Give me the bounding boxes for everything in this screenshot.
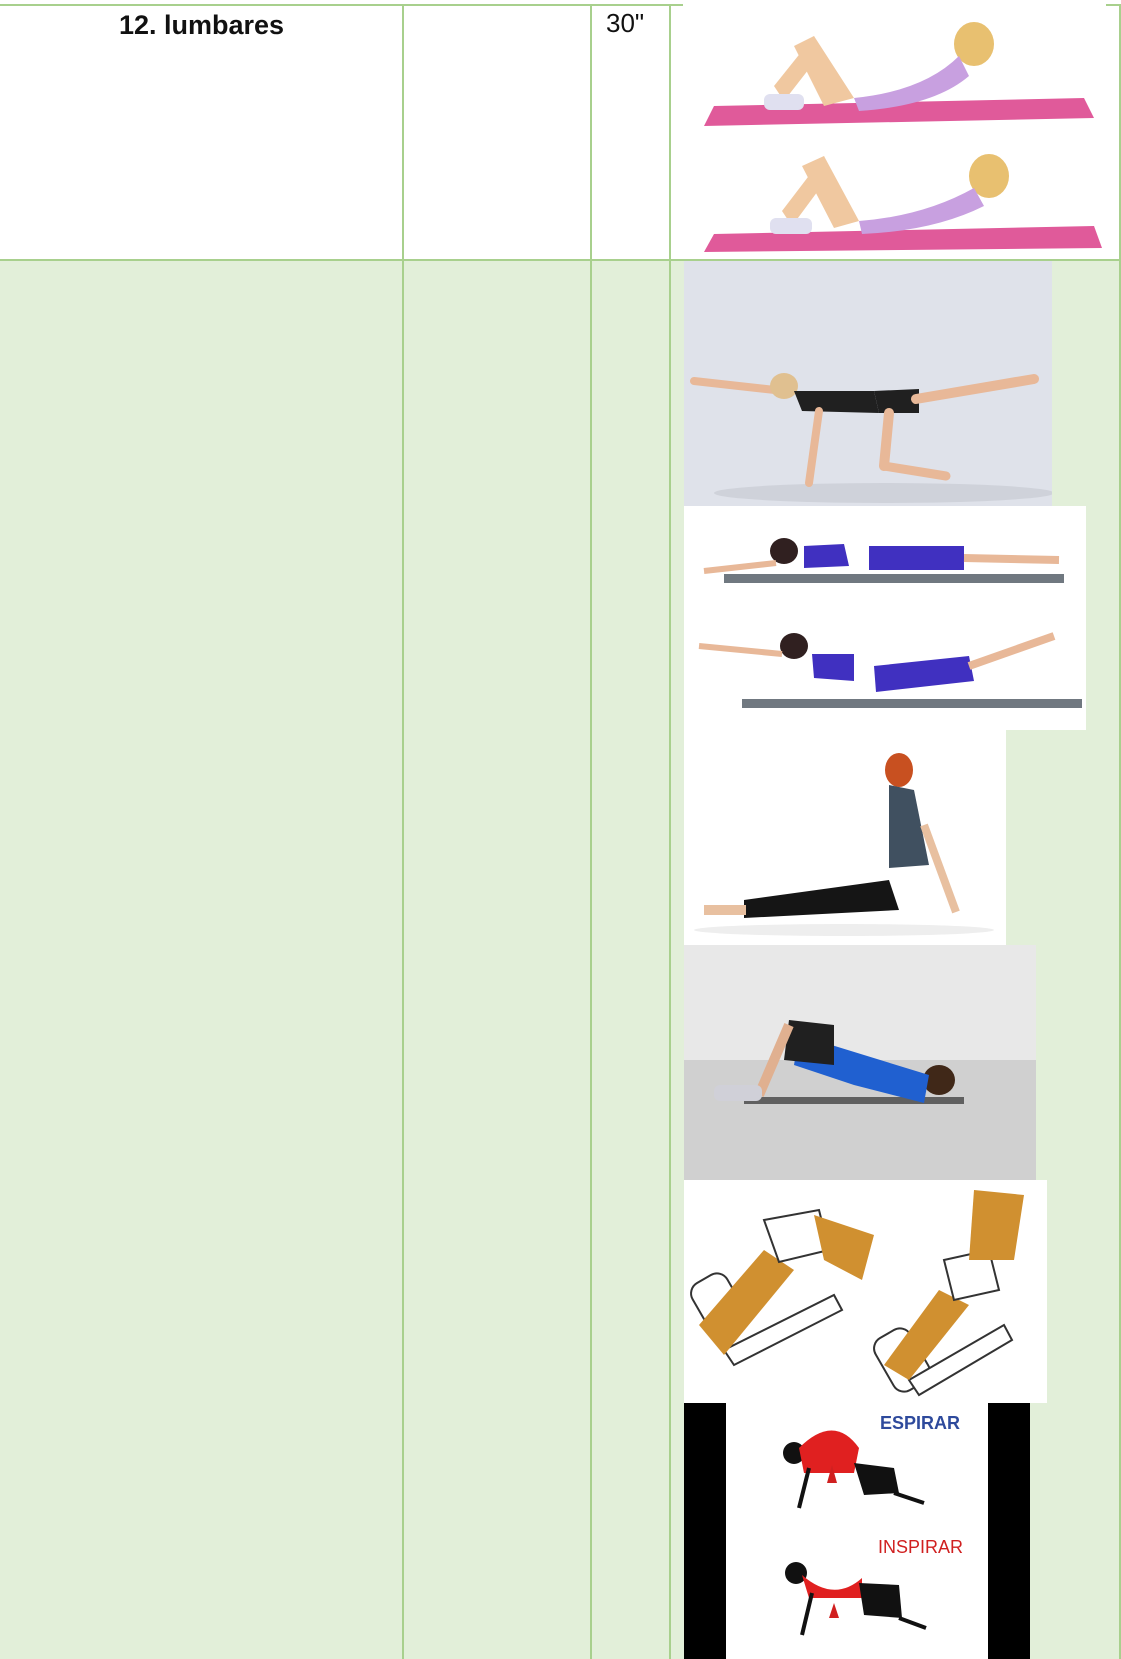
- exhale-label: ESPIRAR: [880, 1413, 961, 1433]
- bird-dog-illustration: [684, 261, 1052, 506]
- glute-bridge-illustration: [684, 945, 1036, 1180]
- inhale-label: INSPIRAR: [878, 1537, 964, 1557]
- superman-illustration: [684, 506, 1086, 730]
- row2-time-cell: [591, 260, 670, 1659]
- col-divider-1: [402, 4, 404, 1659]
- cat-cow-illustration: [684, 1403, 1030, 1659]
- glute-bridge-icon: [684, 945, 1036, 1180]
- cat-cow-icon: [684, 1403, 1030, 1659]
- back-extension-icon: [684, 1180, 1047, 1403]
- crunch-illustration: [684, 6, 1104, 254]
- cobra-stretch-illustration: [684, 730, 1006, 945]
- col-divider-2: [590, 4, 592, 1659]
- col-divider-3: [669, 4, 671, 1659]
- row1-reps-cell: [403, 6, 591, 260]
- crunch-icon: [684, 6, 1104, 254]
- row1-time-cell: [591, 6, 670, 260]
- row1-exercise-cell: [0, 6, 403, 260]
- top-border: [0, 4, 683, 6]
- exercise-duration: 30": [606, 8, 645, 38]
- back-extension-illustration: [684, 1180, 1047, 1403]
- exercise-name: 12. lumbares: [118, 10, 285, 40]
- bird-dog-icon: [684, 261, 1052, 506]
- row2-reps-cell: [403, 260, 591, 1659]
- cobra-stretch-icon: [684, 730, 1006, 945]
- superman-icon: [684, 506, 1086, 730]
- row2-exercise-cell: [0, 260, 403, 1659]
